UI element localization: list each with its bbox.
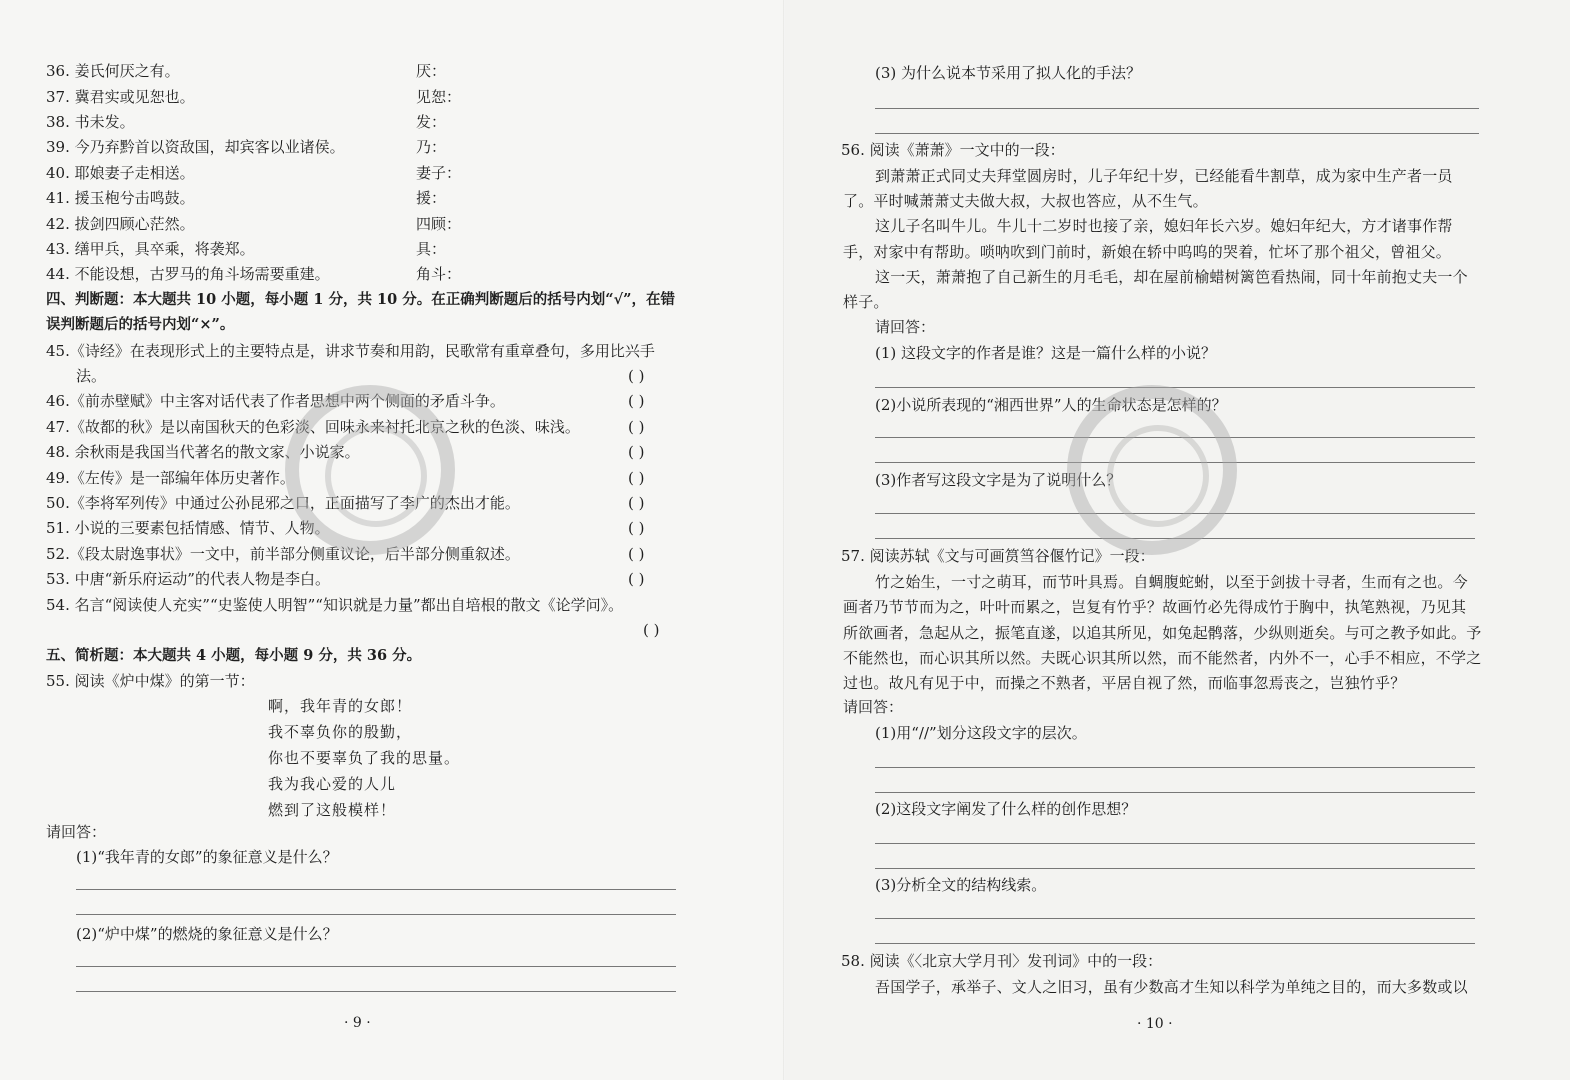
question-38: 38. 书未发。 (46, 113, 135, 131)
question-55-1: (1)“我年青的女郎”的象征意义是什么？ (76, 848, 338, 866)
passage-56-line-4: 手，对家中有帮助。唢呐吹到门前时，新娘在轿中呜呜的哭着，忙坏了那个祖父，曾祖父。 (843, 243, 1452, 261)
answer-line[interactable] (875, 133, 1479, 134)
answer-paren-54[interactable]: ( ) (643, 621, 660, 639)
term-37: 见恕： (416, 88, 462, 106)
answer-paren-48[interactable]: ( ) (628, 443, 645, 461)
term-41: 援： (416, 189, 447, 207)
question-55-3: (3) 为什么说本节采用了拟人化的手法？ (875, 64, 1142, 82)
watermark-seal (1067, 385, 1237, 555)
section-4-heading-cont: 误判断题后的括号内划“×”。 (46, 316, 235, 333)
judge-49: 49.《左传》是一部编年体历史著作。 (46, 469, 295, 487)
term-44: 角斗： (416, 265, 462, 283)
poem-line-1: 啊，我年青的女郎！ (268, 697, 413, 715)
term-40: 妻子： (416, 164, 462, 182)
judge-46: 46.《前赤壁赋》中主客对话代表了作者思想中两个侧面的矛盾斗争。 (46, 392, 505, 410)
question-57-2: (2)这段文字阐发了什么样的创作思想？ (875, 800, 1137, 818)
answer-line[interactable] (875, 918, 1475, 919)
passage-56-line-1: 到萧萧正式同丈夫拜堂圆房时，儿子年纪十岁，已经能看牛割草，成为家中生产者一员 (875, 167, 1453, 185)
question-43: 43. 缮甲兵，具卒乘，将袭郑。 (46, 240, 255, 258)
answer-paren-51[interactable]: ( ) (628, 519, 645, 537)
question-44: 44. 不能设想，古罗马的角斗场需要重建。 (46, 265, 330, 283)
question-41: 41. 援玉枹兮击鸣鼓。 (46, 189, 195, 207)
question-58: 58. 阅读《〈北京大学月刊〉发刊词》中的一段： (841, 952, 1163, 970)
judge-53: 53. 中唐“新乐府运动”的代表人物是李白。 (46, 570, 330, 588)
answer-line[interactable] (875, 792, 1475, 793)
ask-label-2: 请回答： (843, 698, 904, 716)
judge-47: 47.《故都的秋》是以南国秋天的色彩淡、回味永来衬托北京之秋的色淡、味浅。 (46, 418, 580, 436)
ask-label: 请回答： (46, 823, 107, 841)
passage-56-line-2: 了。平时喊萧萧丈夫做大叔，大叔也答应，从不生气。 (843, 192, 1208, 210)
answer-line[interactable] (875, 868, 1475, 869)
term-38: 发： (416, 113, 447, 131)
question-37: 37. 冀君实或见恕也。 (46, 88, 195, 106)
question-55-2: (2)“炉中煤”的燃烧的象征意义是什么？ (76, 925, 338, 943)
answer-line[interactable] (76, 991, 676, 992)
question-36: 36. 姜氏何厌之有。 (46, 62, 180, 80)
question-57-3: (3)分析全文的结构线索。 (875, 876, 1047, 894)
answer-line[interactable] (76, 914, 676, 915)
answer-line[interactable] (875, 943, 1475, 944)
answer-paren-45[interactable]: ( ) (628, 367, 645, 385)
judge-45: 45.《诗经》在表现形式上的主要特点是，讲求节奏和用韵，民歌常有重章叠句，多用比兴手 (46, 342, 655, 360)
poem-line-5: 燃到了这般模样！ (268, 801, 397, 819)
question-57-1: (1)用“//”划分这段文字的层次。 (875, 724, 1087, 742)
answer-paren-49[interactable]: ( ) (628, 469, 645, 487)
judge-52: 52.《段太尉逸事状》一文中，前半部分侧重议论，后半部分侧重叙述。 (46, 545, 520, 563)
answer-line[interactable] (875, 843, 1475, 844)
answer-paren-50[interactable]: ( ) (628, 494, 645, 512)
answer-paren-46[interactable]: ( ) (628, 392, 645, 410)
term-39: 乃： (416, 138, 447, 156)
judge-54: 54. 名言“阅读使人充实”“史鉴使人明智”“知识就是力量”都出自培根的散文《论学问》。 (46, 596, 624, 614)
term-43: 具： (416, 240, 447, 258)
page-number: · 10 · (1137, 1016, 1173, 1032)
question-56: 56. 阅读《萧萧》一文中的一段： (841, 141, 1065, 159)
question-56-3: (3)作者写这段文字是为了说明什么？ (875, 471, 1122, 489)
passage-57-line-1: 竹之始生，一寸之萌耳，而节叶具焉。自蜩腹蛇蚹，以至于剑拔十寻者，生而有之也。今 (875, 573, 1468, 591)
question-56-2: (2)小说所表现的“湘西世界”人的生命状态是怎样的？ (875, 396, 1227, 414)
judge-50: 50.《李将军列传》中通过公孙昆邪之口，正面描写了李广的杰出才能。 (46, 494, 520, 512)
passage-56-line-6: 样子。 (843, 293, 889, 311)
answer-line[interactable] (76, 889, 676, 890)
judge-48: 48. 余秋雨是我国当代著名的散文家、小说家。 (46, 443, 360, 461)
answer-paren-52[interactable]: ( ) (628, 545, 645, 563)
section-5-heading: 五、简析题：本大题共 4 小题，每小题 9 分，共 36 分。 (46, 647, 422, 664)
passage-56-line-3: 这儿子名叫牛儿。牛儿十二岁时也接了亲，媳妇年长六岁。媳妇年纪大，方才诸事作帮 (875, 217, 1453, 235)
ask-label: 请回答： (875, 318, 936, 336)
passage-56-line-5: 这一天，萧萧抱了自己新生的月毛毛，却在屋前榆蜡树篱笆看热闹，同十年前抱丈夫一个 (875, 268, 1468, 286)
answer-line[interactable] (76, 966, 676, 967)
question-40: 40. 耶娘妻子走相送。 (46, 164, 195, 182)
answer-paren-47[interactable]: ( ) (628, 418, 645, 436)
answer-line[interactable] (875, 108, 1479, 109)
judge-45-cont: 法。 (76, 367, 107, 385)
poem-line-4: 我为我心爱的人儿 (268, 775, 397, 793)
passage-57-line-2: 画者乃节节而为之，叶叶而累之，岂复有竹乎？故画竹必先得成竹于胸中，执笔熟视，乃见其 (843, 598, 1467, 616)
judge-51: 51. 小说的三要素包括情感、情节、人物。 (46, 519, 330, 537)
answer-line[interactable] (875, 767, 1475, 768)
term-42: 四顾： (416, 215, 462, 233)
term-36: 厌： (416, 62, 447, 80)
poem-line-2: 我不辜负你的殷勤， (268, 723, 413, 741)
question-42: 42. 拔剑四顾心茫然。 (46, 215, 195, 233)
question-39: 39. 今乃弃黔首以资敌国，却宾客以业诸侯。 (46, 138, 345, 156)
question-57: 57. 阅读苏轼《文与可画筼筜谷偃竹记》一段： (841, 547, 1155, 565)
passage-57-line-3: 所欲画者，急起从之，振笔直遂，以追其所见，如兔起鹘落，少纵则逝矣。与可之教予如此。予 (843, 624, 1482, 642)
poem-line-3: 你也不要辜负了我的思量。 (268, 749, 461, 767)
section-4-heading: 四、判断题：本大题共 10 小题，每小题 1 分，共 10 分。在正确判断题后的括号内划“√”，在错 (46, 291, 675, 308)
question-56-1: (1) 这段文字的作者是谁？这是一篇什么样的小说？ (875, 344, 1217, 362)
passage-57-line-4: 不能然也，而心识其所以然。夫既心识其所以然，而不能然者，内外不一，心手不相应，不学之 (843, 649, 1482, 667)
page-number: · 9 · (344, 1015, 371, 1031)
passage-57-line-5: 过也。故凡有见于中，而操之不熟者，平居自视了然，而临事忽焉丧之，岂独竹乎？ (843, 674, 1406, 692)
watermark-seal (285, 385, 455, 555)
passage-58-line-1: 吾国学子，承举子、文人之旧习，虽有少数高才生知以科学为单纯之目的，而大多数或以 (875, 978, 1468, 996)
answer-paren-53[interactable]: ( ) (628, 570, 645, 588)
right-page (785, 0, 1570, 1080)
question-55: 55. 阅读《炉中煤》的第一节： (46, 672, 255, 690)
